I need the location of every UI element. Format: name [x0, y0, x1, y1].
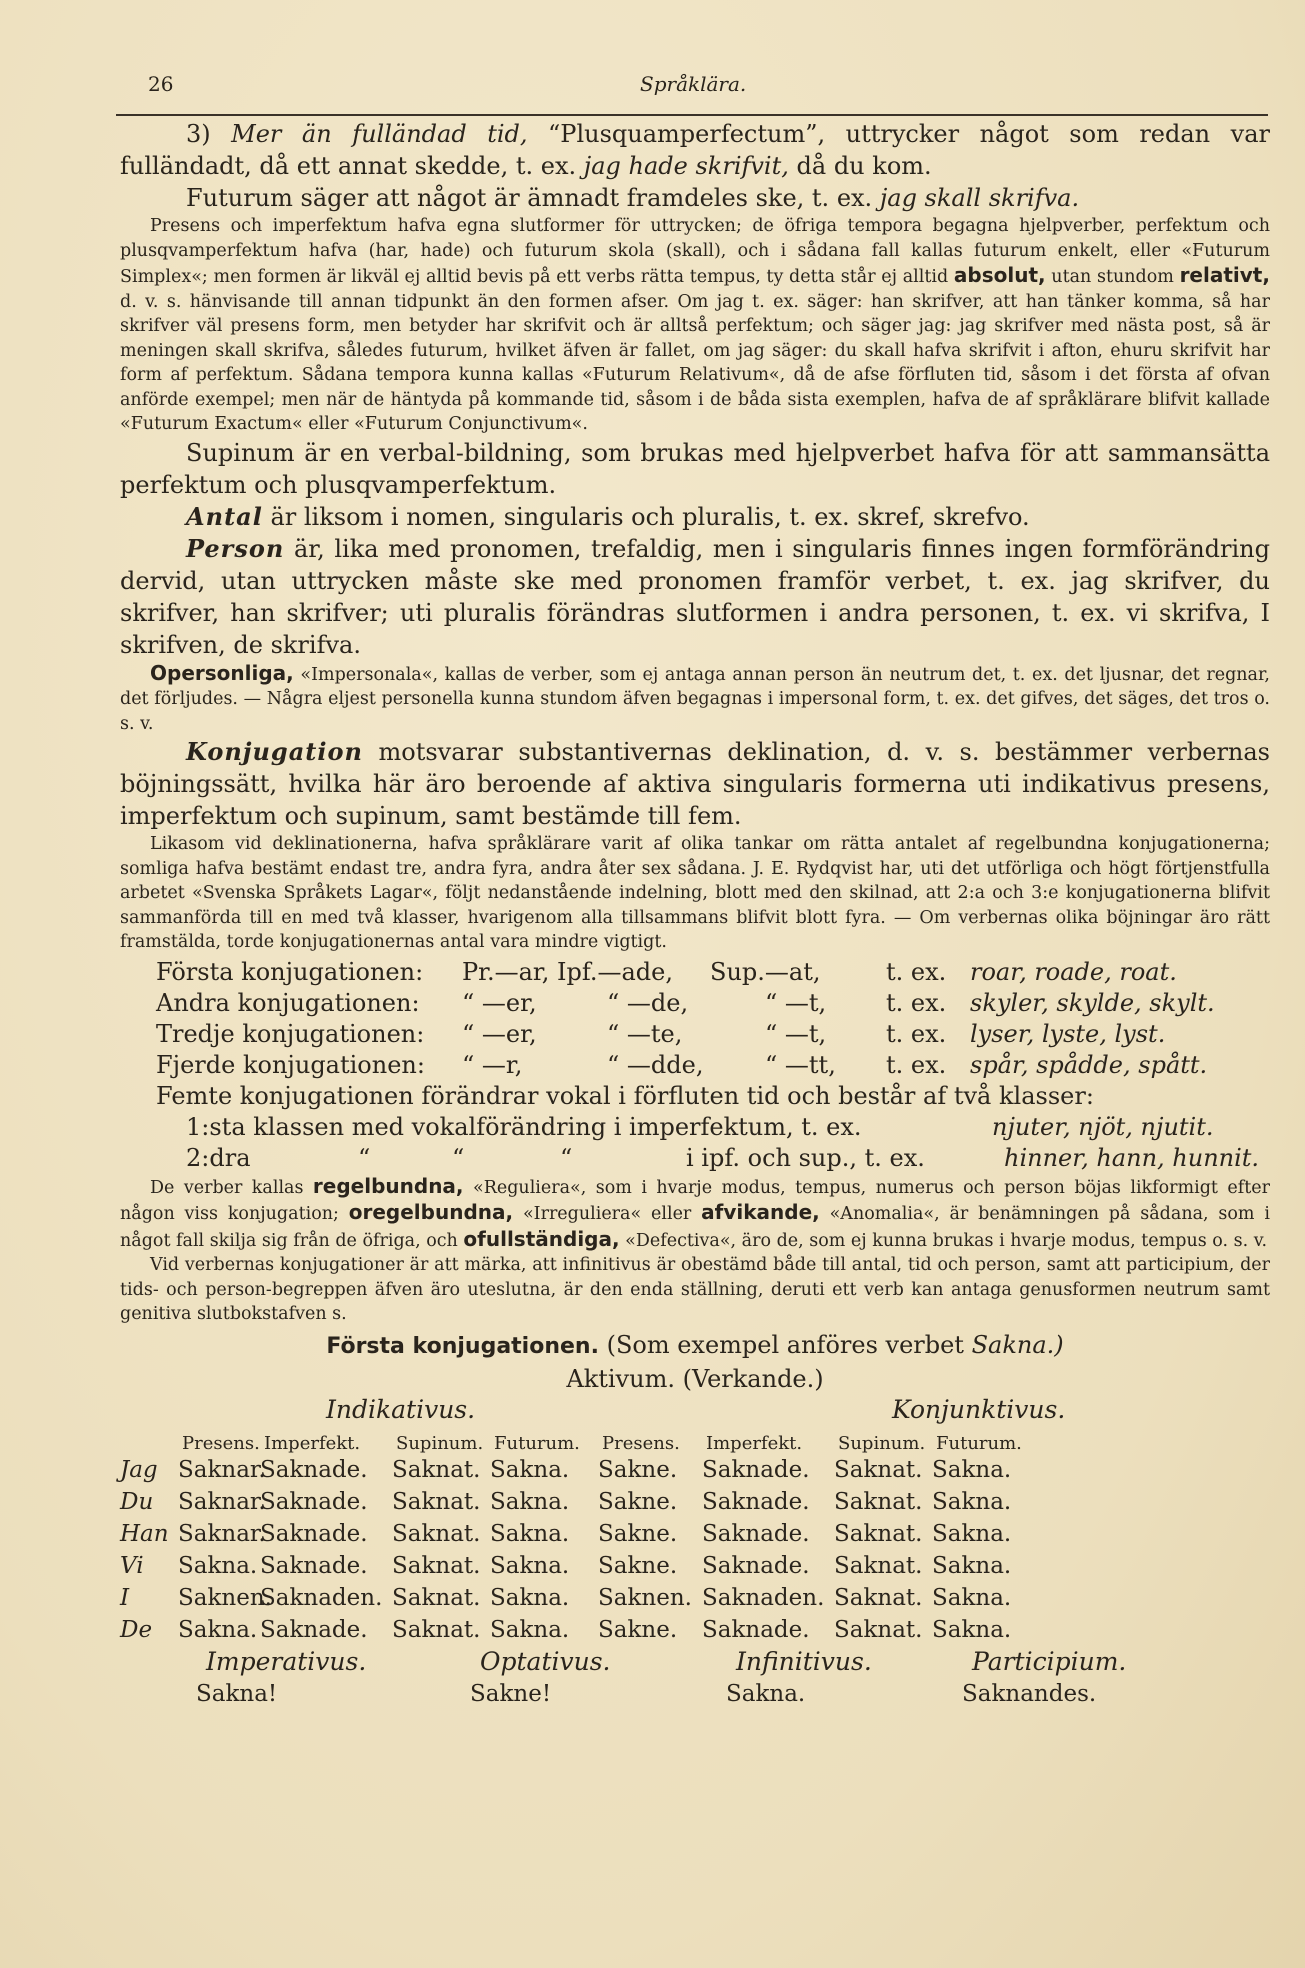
paragraph-tempora-note: Presens och imperfektum hafva egna slutformer för uttrycken; de öfriga tempora begagna hjelpverber, perfektum och plusqvamperfektum hafva (har, hade) och futurum skola (skall), och i sådana fall kallas futurum enkelt, eller «Futurum Simplex«; men formen är likväl ej alltid bevis på ett verbs rätta tempus, ty detta står ej alltid absolut, utan stundom relativt, d. v. s. hänvisande till annan tidpunkt än den formen afser. Om jag t. ex. säger: han skrifver, att han tänker komma, så har skrifver väl presens form, men betyder har skrifvit och är alltså perfektum; och säger jag: jag skrifver med nästa post, så är meningen skall skrifva, således futurum, hvilket äfven är fallet, om jag säger: du skall hafva skrifvit i afton, ehuru skrifvit har form af perfektum. Sådana tempora kunna kallas «Futurum Relativum«, då de afse förfluten tid, såsom i det första af ofvan anförde exempel; men när de häntyda på kommande tid, såsom i de båda sista exemplen, hafva de af språklärare blifvit kallade «Futurum Exactum« eller «Futurum Conjunctivum«.: [120, 216, 1270, 434]
verb-form: Sakna.: [178, 1552, 258, 1579]
verb-form: Saknat.: [834, 1488, 923, 1515]
page-number: 26: [148, 72, 174, 96]
column-header: Imperfekt.: [264, 1432, 361, 1454]
verb-form: Sakna.: [932, 1552, 1012, 1579]
running-title: Språklära.: [640, 72, 747, 96]
verb-form: Sakne.: [598, 1456, 678, 1483]
verb-form: Saknaden.: [260, 1584, 383, 1611]
paragraph-opersonliga: Opersonliga, «Impersonala«, kallas de verber, som ej antaga annan person än neutrum det, t. ex. det ljusnar, det regnar, det förljudes. — Några eljest personella kunna stundom äfven begagnas i impersonal form, t. ex. det gifves, det säges, det tros o. s. v.: [120, 660, 1270, 734]
verb-form: Sakna.: [178, 1616, 258, 1643]
verb-form: Saknar.: [178, 1456, 266, 1483]
femte-klass-1: 1:sta klassen med vokalförändring i imperfektum, t. ex. njuter, njöt, njutit.: [186, 1112, 1214, 1141]
verb-form: Saknar.: [178, 1488, 266, 1515]
verb-form: Saknat.: [834, 1584, 923, 1611]
header-rule: [116, 114, 1268, 116]
verb-form: Saknade.: [260, 1488, 368, 1515]
mood-heading: Optativus.: [480, 1646, 611, 1676]
verb-form: Saknade.: [702, 1488, 810, 1515]
paragraph-futurum: Futurum säger att något är ämnadt framdeles ske, t. ex. jag skall skrifva.: [186, 184, 1080, 212]
femte-klass-2: 2:dra “ “ “ i ipf. och sup., t. ex. hinner, hann, hunnit.: [186, 1143, 1260, 1172]
femte-line: Femte konjugationen förändrar vokal i förfluten tid och består af två klasser:: [156, 1081, 1094, 1110]
verb-form: Saknen.: [598, 1584, 692, 1611]
verb-form: Saknat.: [834, 1520, 923, 1547]
verb-form: Saknade.: [260, 1456, 368, 1483]
verb-form: Saknat.: [392, 1520, 481, 1547]
verb-form: Saknaden.: [702, 1584, 825, 1611]
verb-form: Sakne.: [598, 1552, 678, 1579]
verb-form: Saknat.: [392, 1616, 481, 1643]
paradigm-row: [120, 1583, 1270, 1615]
column-header: Supinum.: [838, 1432, 926, 1454]
conjugation-row: Tredje konjugationen: “ —er, “ —te, “ —t, t. ex. lyser, lyste, lyst.: [156, 1019, 1166, 1048]
column-header: Futurum.: [494, 1432, 580, 1454]
mood-value: Sakna.: [726, 1680, 806, 1707]
verb-form: Saknat.: [834, 1616, 923, 1643]
paradigm-table: [120, 1395, 1270, 1711]
mood-row: [120, 1647, 1270, 1679]
verb-form: Saknade.: [702, 1552, 810, 1579]
paradigm-row: [120, 1615, 1270, 1647]
paragraph-infinitivus: Vid verbernas konjugationer är att märka, att infinitivus är obestämd både till antal, tid och person, samt att participium, der tids- och person-begreppen äfven äro uteslutna, är den enda ställning, deruti ett verb kan antaga genusformen neutrum samt genitiva slutbokstafven s.: [120, 1255, 1270, 1324]
mood-heading-row: [120, 1395, 1270, 1429]
verb-form: Saknen.: [178, 1584, 272, 1611]
paradigm-row: [120, 1551, 1270, 1583]
paragraph-likasom: Likasom vid deklinationerna, hafva språklärare varit af olika tankar om rätta antalet af regelbundna konjugationerna; somliga hafva bestämt endast tre, andra fyra, andra åter sex sådana. J. E. Rydqvist har, uti det utförliga och högt förtjenstfulla arbetet «Svenska Språkets Lagar«, följt nedanstående indelning, blott med den skilnad, att 2:a och 3:e konjugationerna blifvit sammanförda till en med två klasser, hvarigenom alla tillsammans blifvit blott fyra. — Om verbernas olika böjningar äro rätt framstälda, torde konjugationernas antal vara mindre vigtigt.: [120, 834, 1270, 952]
verb-form: Saknat.: [392, 1488, 481, 1515]
column-header: Presens.: [602, 1432, 680, 1454]
paragraph-plusquamperfectum: 3) Mer än fulländad tid, “Plusquamperfectum”, uttrycker något som redan var fulländadt, då ett annat skedde, t. ex. jag hade skrifvit, då du kom.: [120, 120, 1270, 180]
mood-value-row: [120, 1679, 1270, 1711]
verb-form: Saknar.: [178, 1520, 266, 1547]
paradigm-row: [120, 1519, 1270, 1551]
verb-form: Sakna.: [932, 1520, 1012, 1547]
verb-form: Saknat.: [392, 1456, 481, 1483]
konjunktivus-heading: Konjunktivus.: [892, 1394, 1066, 1424]
verb-form: Sakna.: [932, 1488, 1012, 1515]
person-pronoun: I: [120, 1584, 130, 1611]
conjugation-row: Fjerde konjugationen: “ —r, “ —dde, “ —tt, t. ex. spår, spådde, spått.: [156, 1050, 1208, 1079]
verb-form: Saknat.: [392, 1552, 481, 1579]
page-body: [120, 118, 1270, 1711]
person-pronoun: Vi: [120, 1552, 144, 1579]
person-pronoun: Han: [120, 1520, 169, 1547]
mood-value: Sakna!: [196, 1680, 278, 1707]
verb-form: Sakna.: [490, 1616, 570, 1643]
verb-form: Sakna.: [490, 1552, 570, 1579]
verb-form: Sakna.: [490, 1456, 570, 1483]
conjugation-list: [120, 957, 1270, 1174]
verb-form: Sakne.: [598, 1616, 678, 1643]
verb-form: Sakna.: [932, 1584, 1012, 1611]
indikativus-heading: Indikativus.: [326, 1394, 476, 1424]
verb-form: Saknat.: [834, 1456, 923, 1483]
conjugation-row: Andra konjugationen: “ —er, “ —de, “ —t, t. ex. skyler, skylde, skylt.: [156, 988, 1215, 1017]
verb-form: Sakna.: [932, 1456, 1012, 1483]
verb-form: Sakna.: [490, 1520, 570, 1547]
column-header: Futurum.: [936, 1432, 1022, 1454]
verb-form: Sakna.: [490, 1488, 570, 1515]
verb-form: Saknade.: [702, 1520, 810, 1547]
verb-form: Sakna.: [932, 1616, 1012, 1643]
mood-value: Sakne!: [470, 1680, 552, 1707]
person-pronoun: Jag: [120, 1456, 158, 1483]
paragraph-antal: Antal är liksom i nomen, singularis och pluralis, t. ex. skref, skrefvo.: [186, 501, 1030, 531]
verb-form: Saknade.: [260, 1520, 368, 1547]
verb-form: Saknat.: [834, 1552, 923, 1579]
verb-form: Sakne.: [598, 1520, 678, 1547]
paradigm-title: Första konjugationen. (Som exempel anföres verbet Sakna.): [326, 1330, 1064, 1359]
aktivum-heading: Aktivum. (Verkande.): [566, 1364, 824, 1393]
column-header: Presens.: [182, 1432, 260, 1454]
verb-form: Sakne.: [598, 1488, 678, 1515]
page-header: [148, 72, 1225, 102]
column-header: Supinum.: [396, 1432, 484, 1454]
person-pronoun: Du: [120, 1488, 154, 1515]
verb-form: Saknade.: [702, 1616, 810, 1643]
paradigm-row: [120, 1487, 1270, 1519]
mood-heading: Imperativus.: [206, 1646, 367, 1676]
verb-form: Saknade.: [702, 1456, 810, 1483]
verb-form: Saknat.: [392, 1584, 481, 1611]
person-pronoun: De: [120, 1616, 153, 1643]
mood-heading: Participium.: [972, 1646, 1127, 1676]
verb-form: Saknade.: [260, 1552, 368, 1579]
verb-form: Saknade.: [260, 1616, 368, 1643]
column-header-row: [120, 1429, 1270, 1455]
verb-form: Sakna.: [490, 1584, 570, 1611]
conjugation-row: Första konjugationen: Pr.—ar, Ipf.—ade, Sup.—at, t. ex. roar, roade, roat.: [156, 957, 1177, 986]
column-header: Imperfekt.: [706, 1432, 803, 1454]
mood-value: Saknandes.: [962, 1680, 1097, 1707]
paradigm-row: [120, 1455, 1270, 1487]
paragraph-person: Person är, lika med pronomen, trefaldig, men i singularis finnes ingen formförändring dervid, utan uttrycken måste ske med pronomen framför verbet, t. ex. jag skrifver, du skrifver, han skrifver; uti pluralis förändras slutformen i andra personen, t. ex. vi skrifva, I skrifven, de skrifva.: [120, 533, 1270, 659]
paradigm-rows: [120, 1455, 1270, 1647]
paragraph-konjugation: Konjugation motsvarar substantivernas deklination, d. v. s. bestämmer verbernas böjningssätt, hvilka här äro beroende af aktiva singularis formerna uti indikativus presens, imperfektum och supinum, samt bestämde till fem.: [120, 737, 1270, 830]
paragraph-regelbundna: De verber kallas regelbundna, «Reguliera«, som i hvarje modus, tempus, numerus och person böjas likformigt efter någon viss konjugation; oregelbundna, «Irreguliera« eller afvikande, «Anomalia«, är benämningen på sådana, som i något fall skilja sig från de öfriga, och ofullständiga, «Defectiva«, äro de, som ej kunna brukas i hvarje modus, tempus o. s. v.: [120, 1173, 1270, 1251]
mood-heading: Infinitivus.: [736, 1646, 872, 1676]
paragraph-supinum: Supinum är en verbal-bildning, som brukas med hjelpverbet hafva för att sammansätta perfektum och plusqvamperfektum.: [120, 438, 1270, 499]
